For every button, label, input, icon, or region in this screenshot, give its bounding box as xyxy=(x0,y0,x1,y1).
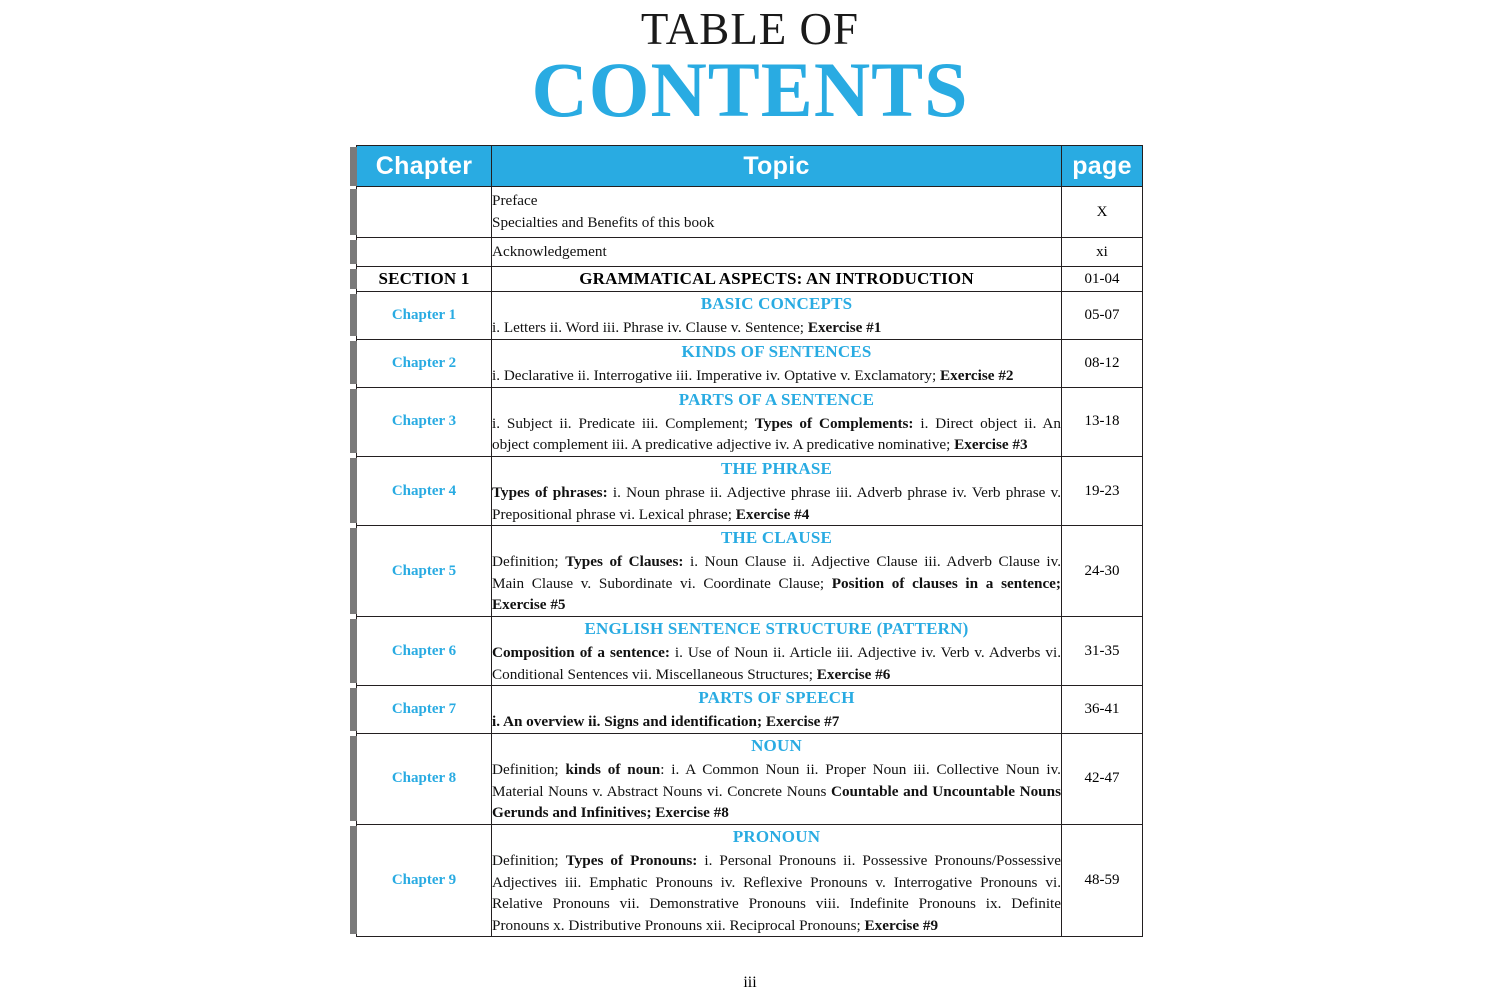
row-page-cell: 01-04 xyxy=(1062,267,1143,292)
table-row[interactable] xyxy=(357,238,1143,267)
topic-line: Preface xyxy=(492,192,538,209)
row-topic-cell xyxy=(492,292,1062,340)
row-topic-cell xyxy=(492,339,1062,387)
row-page-cell: 36-41 xyxy=(1062,686,1143,734)
row-topic-cell xyxy=(492,387,1062,456)
toc-body xyxy=(357,187,1143,937)
table-row[interactable] xyxy=(357,187,1143,238)
page-title xyxy=(0,0,1500,134)
row-page-cell: 08-12 xyxy=(1062,339,1143,387)
table-row[interactable] xyxy=(357,526,1143,617)
topic-line: Acknowledgement xyxy=(492,243,607,261)
topic-description: Definition; Types of Clauses: i. Noun Clause ii. Adjective Clause iii. Adverb Clause iv. Main Clause v. Subordinate vi. Coordinate Clause; Position of clauses in a sentence; Exercise #5 xyxy=(492,553,1061,614)
row-topic-cell xyxy=(492,456,1062,525)
topic-heading: THE PHRASE xyxy=(720,458,833,478)
row-page-cell: 31-35 xyxy=(1062,617,1143,686)
row-topic-cell xyxy=(492,267,1062,292)
table-row[interactable] xyxy=(357,734,1143,825)
column-header-topic: Topic xyxy=(492,146,1062,187)
topic-description: Composition of a sentence: i. Use of Noun ii. Article iii. Adjective iv. Verb v. Adverbs vi. Conditional Sentences vii. Miscellaneous Structures; Exercise #6 xyxy=(492,644,1061,683)
table-row[interactable] xyxy=(357,339,1143,387)
table-spine-tick xyxy=(350,826,357,933)
topic-heading: PARTS OF A SENTENCE xyxy=(678,389,875,409)
row-page-cell: 19-23 xyxy=(1062,456,1143,525)
row-topic-cell xyxy=(492,238,1062,267)
topic-description: Definition; Types of Pronouns: i. Personal Pronouns ii. Possessive Pronouns/Possessive Adjectives iii. Emphatic Pronouns iv. Reflexive Pronouns v. Interrogative Pronouns vi. Relative Pronouns vii. Demonstrative Pronouns viii. Indefinite Pronouns ix. Definite Pronouns x. Distributive Pronouns xii. Reciprocal Pronouns; Exercise #9 xyxy=(492,852,1061,934)
topic-heading: ENGLISH SENTENCE STRUCTURE (PATTERN) xyxy=(584,619,969,639)
row-chapter-cell: Chapter 7 xyxy=(357,686,492,734)
row-page-cell: xi xyxy=(1062,238,1143,267)
row-chapter-cell xyxy=(357,238,492,267)
row-page-cell: 13-18 xyxy=(1062,387,1143,456)
row-topic-cell xyxy=(492,824,1062,936)
toc-table-wrap xyxy=(356,145,1142,937)
table-row[interactable] xyxy=(357,824,1143,936)
row-chapter-cell: Chapter 9 xyxy=(357,824,492,936)
column-header-chapter: Chapter xyxy=(357,146,492,187)
row-page-cell: X xyxy=(1062,187,1143,238)
table-spine-tick xyxy=(350,528,357,614)
table-row[interactable] xyxy=(357,456,1143,525)
topic-description: i. Subject ii. Predicate iii. Complement; Types of Complements: i. Direct object ii. An object complement iii. A predicative adjective iv. A predicative nominative; Exercise #3 xyxy=(492,414,1061,454)
row-topic-cell xyxy=(492,526,1062,617)
row-topic-cell xyxy=(492,187,1062,238)
table-spine-tick xyxy=(350,294,357,337)
table-spine-tick xyxy=(350,736,357,822)
topic-description: i. Letters ii. Word iii. Phrase iv. Clause v. Sentence; Exercise #1 xyxy=(492,319,882,337)
topic-heading: PRONOUN xyxy=(732,826,821,846)
row-chapter-cell: Chapter 1 xyxy=(357,292,492,340)
row-chapter-cell: Chapter 6 xyxy=(357,617,492,686)
table-spine-tick xyxy=(350,147,357,186)
topic-description: Definition; kinds of noun: i. A Common Noun ii. Proper Noun iii. Collective Noun iv. Material Nouns v. Abstract Nouns vi. Concrete Nouns Countable and Uncountable Nouns Gerunds and Infinitives; Exercise #8 xyxy=(492,761,1061,822)
table-header-row xyxy=(357,146,1143,187)
row-chapter-cell xyxy=(357,187,492,238)
title-line-1: TABLE OF xyxy=(640,4,860,54)
topic-heading: KINDS OF SENTENCES xyxy=(681,341,872,361)
row-topic-cell xyxy=(492,734,1062,825)
topic-line: Specialties and Benefits of this book xyxy=(492,214,715,232)
table-spine-tick xyxy=(350,389,357,453)
row-topic-cell xyxy=(492,686,1062,734)
table-row[interactable] xyxy=(357,267,1143,292)
row-chapter-cell: Chapter 2 xyxy=(357,339,492,387)
topic-heading: BASIC CONCEPTS xyxy=(700,294,853,314)
table-spine-tick xyxy=(350,688,357,731)
table-row[interactable] xyxy=(357,292,1143,340)
row-chapter-cell: Chapter 3 xyxy=(357,387,492,456)
table-spine-tick xyxy=(350,269,357,289)
section-title: GRAMMATICAL ASPECTS: AN INTRODUCTION xyxy=(579,269,974,289)
table-spine-tick xyxy=(350,458,357,522)
column-header-page: page xyxy=(1062,146,1143,187)
table-row[interactable] xyxy=(357,617,1143,686)
row-page-cell: 24-30 xyxy=(1062,526,1143,617)
title-line-2: CONTENTS xyxy=(531,46,969,134)
topic-heading: PARTS OF SPEECH xyxy=(698,688,855,708)
table-spine-tick xyxy=(350,240,357,264)
table-spine-tick xyxy=(350,189,357,235)
table-row[interactable] xyxy=(357,686,1143,734)
row-chapter-cell: Chapter 8 xyxy=(357,734,492,825)
row-chapter-cell: SECTION 1 xyxy=(357,267,492,292)
table-spine-tick xyxy=(350,341,357,384)
table-row[interactable] xyxy=(357,387,1143,456)
topic-description: i. Declarative ii. Interrogative iii. Imperative iv. Optative v. Exclamatory; Exercise #2 xyxy=(492,367,1014,385)
topic-heading: NOUN xyxy=(751,736,802,756)
row-chapter-cell: Chapter 4 xyxy=(357,456,492,525)
row-page-cell: 42-47 xyxy=(1062,734,1143,825)
row-chapter-cell: Chapter 5 xyxy=(357,526,492,617)
topic-heading: THE CLAUSE xyxy=(720,528,833,548)
toc-table xyxy=(356,145,1143,937)
page-folio: iii xyxy=(743,974,757,991)
row-topic-cell xyxy=(492,617,1062,686)
topic-description: i. An overview ii. Signs and identification; Exercise #7 xyxy=(492,713,840,731)
table-spine-tick xyxy=(350,619,357,683)
row-page-cell: 05-07 xyxy=(1062,292,1143,340)
row-page-cell: 48-59 xyxy=(1062,824,1143,936)
topic-description: Types of phrases: i. Noun phrase ii. Adjective phrase iii. Adverb phrase iv. Verb phrase v. Prepositional phrase vi. Lexical phrase; Exercise #4 xyxy=(492,484,1061,523)
